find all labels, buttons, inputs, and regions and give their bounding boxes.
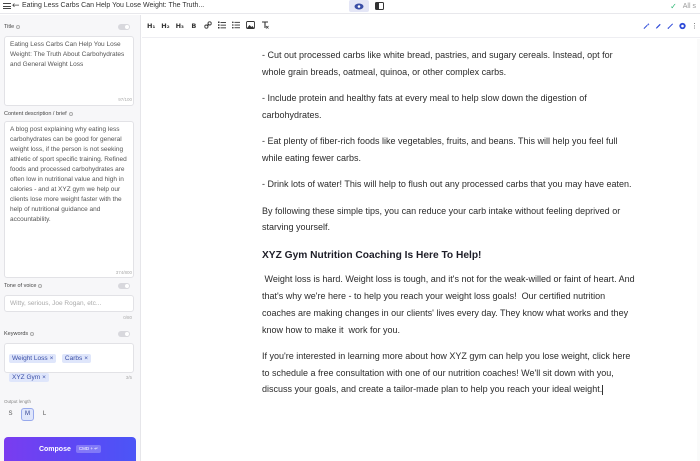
status-text: All s — [682, 2, 696, 10]
title-input[interactable]: Eating Less Carbs Can Help You Lose Weight: The Truth About Carbohydrates and General Weight Loss — [4, 36, 134, 106]
keyword-chip[interactable]: XYZ Gym × — [9, 373, 49, 382]
brief-label: Content description / brief — [4, 111, 73, 117]
pen-button[interactable] — [655, 23, 662, 30]
info-icon — [69, 112, 73, 116]
bullet-list-icon — [232, 21, 240, 29]
heading-3-button[interactable]: H₃ — [175, 22, 184, 30]
format-tools — [147, 14, 269, 38]
size-large-button[interactable]: L — [42, 411, 47, 417]
keywords-toggle[interactable] — [118, 331, 130, 337]
tone-toggle[interactable] — [118, 283, 130, 289]
split-layout-icon — [375, 2, 384, 10]
paragraph: By following these simple tips, you can reduce your carb intake without feeling deprived or starving yourself. — [262, 205, 621, 233]
tone-counter: 0/80 — [123, 315, 132, 320]
keywords-label: Keywords — [4, 331, 34, 337]
bold-button[interactable]: B — [191, 22, 197, 30]
size-medium-button[interactable]: M — [21, 408, 34, 421]
section-heading: XYZ Gym Nutrition Coaching Is Here To Help! — [262, 250, 482, 262]
paragraph: - Eat plenty of fiber-rich foods like vegetables, fruits, and beans. This will help you feel full while eating fewer carbs. — [262, 136, 618, 163]
clear-format-icon — [261, 21, 269, 29]
split-view-button[interactable] — [369, 0, 389, 12]
editor-content[interactable] — [262, 47, 637, 408]
keywords-counter: 3/5 — [125, 375, 132, 380]
text-cursor — [602, 385, 603, 395]
size-small-button[interactable]: S — [8, 411, 13, 417]
title-label: Title — [4, 24, 20, 30]
paragraph: Weight loss is hard. Weight loss is tough, and it's not for the weak-willed or faint of heart. And that's why we're here - to help you reach your weight loss goals! Our certified nutrition coaches are making changes in our clients' lives every day. They know what works and they know how to make it work for you. — [262, 274, 638, 335]
magic-wand-icon — [643, 22, 650, 30]
compose-button[interactable] — [4, 437, 136, 461]
view-toggle — [349, 0, 389, 12]
output-length-label: Output length — [4, 399, 32, 404]
check-icon: ✓ — [670, 1, 677, 11]
keyword-chip[interactable]: Carbs × — [62, 354, 91, 363]
editor-toolbar — [142, 14, 700, 38]
hamburger-menu-icon[interactable] — [3, 0, 11, 12]
paragraph — [262, 348, 637, 398]
heading-1-button[interactable]: H₁ — [147, 22, 156, 30]
output-length-selector — [4, 408, 51, 421]
title-counter: 97/100 — [118, 97, 132, 102]
paragraph: - Drink lots of water! This will help to flush out any processed carbs that you may have eaten. — [262, 179, 632, 190]
bullet-list-button[interactable] — [232, 21, 240, 31]
paragraph: - Include protein and healthy fats at every meal to help slow down the digestion of carbohydrates. — [262, 93, 587, 120]
ai-tools — [643, 14, 698, 38]
image-button[interactable] — [246, 21, 255, 31]
editor-area[interactable] — [142, 39, 700, 461]
document-title: Eating Less Carbs Can Help You Lose Weight: The Truth... — [22, 2, 205, 9]
magic-wand-button[interactable] — [643, 23, 650, 30]
remove-chip-icon[interactable]: × — [49, 355, 54, 362]
brief-textarea[interactable]: A blog post explaining why eating less carbohydrates can be good for general weight loss, if the person is not seeking athletic of sport specific training. Refined foods and processed carbohydrates are often low in nutritional value and high in calories - and at XYZ gym we help our clients lose more weight faster with the help of nutritional guidance and accountability. — [4, 121, 134, 278]
info-icon — [16, 25, 20, 29]
clear-format-button[interactable] — [261, 21, 269, 31]
brand-logo-icon — [679, 22, 686, 30]
keyword-chip[interactable]: Weight Loss × — [9, 354, 56, 363]
preview-eye-button[interactable] — [349, 0, 369, 12]
ordered-list-icon — [218, 21, 226, 29]
info-icon — [30, 332, 34, 336]
compose-label: Compose — [38, 445, 71, 453]
paragraph: - Cut out processed carbs like white bread, pastries, and sugary cereals. Instead, opt for whole grain breads, oatmeal, quinoa, or other complex carbs. — [262, 50, 613, 77]
edit-icon — [667, 22, 674, 30]
back-arrow-icon[interactable]: ← — [12, 1, 20, 11]
link-icon — [204, 21, 212, 29]
top-bar — [0, 0, 700, 14]
sidebar — [0, 15, 141, 461]
brief-counter: 374/800 — [115, 270, 132, 275]
top-right-status — [670, 0, 696, 12]
title-toggle[interactable] — [118, 24, 130, 30]
heading-2-button[interactable]: H₂ — [161, 22, 170, 30]
tone-label: Tone of voice — [4, 283, 42, 289]
info-icon — [38, 284, 42, 288]
brand-button[interactable] — [679, 23, 686, 30]
remove-chip-icon[interactable]: × — [84, 355, 89, 362]
paragraph-text: If you're interested in learning more about how XYZ gym can help you lose weight, click here to schedule a free consultation with one of our nutrition coaches! We'll sit down with you, discuss your goals, and create a tailor-made plan to help you reach your ideal weight. — [262, 350, 631, 395]
pen-icon — [655, 22, 662, 30]
ordered-list-button[interactable] — [218, 21, 226, 31]
more-options-button[interactable]: ⋮ — [691, 22, 698, 30]
link-button[interactable] — [204, 21, 212, 31]
image-icon — [246, 21, 255, 29]
remove-chip-icon[interactable]: × — [42, 374, 46, 381]
edit-button[interactable] — [667, 23, 674, 30]
tone-input[interactable]: Witty, serious, Joe Rogan, etc... — [4, 295, 134, 312]
eye-icon — [354, 3, 364, 10]
compose-shortcut: CMD + ↵ — [76, 445, 101, 453]
